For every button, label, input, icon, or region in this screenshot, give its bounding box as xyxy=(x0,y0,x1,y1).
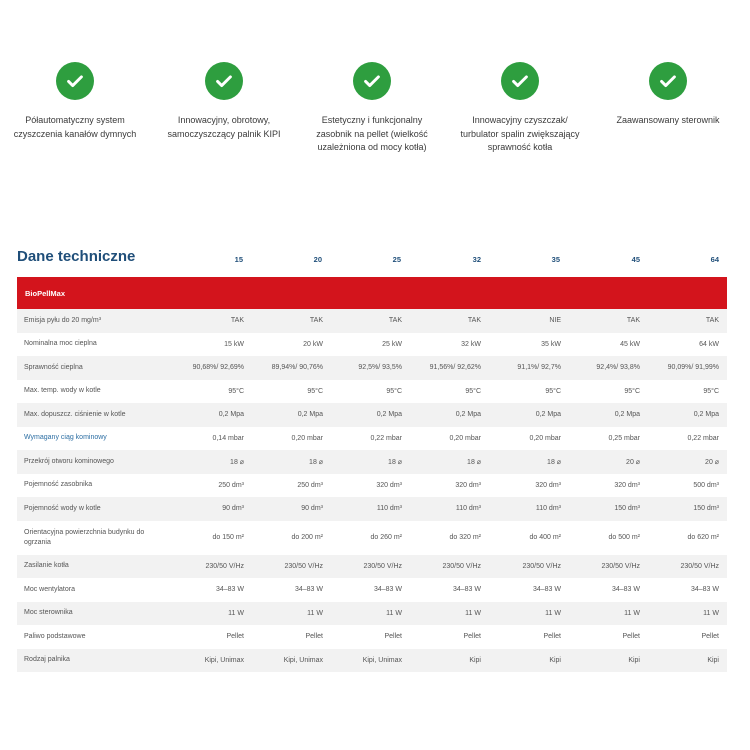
row-label: Moc wentylatora xyxy=(24,585,75,593)
row-label: Wymagany ciąg kominowy xyxy=(24,434,107,442)
table-cell: 34–83 W xyxy=(452,586,481,594)
table-cell: 18 ⌀ xyxy=(547,458,561,466)
table-cell: 0,22 mbar xyxy=(370,434,402,442)
row-label: Zasilanie kotła xyxy=(24,562,69,570)
table-row xyxy=(17,625,727,649)
table-cell: Pellet xyxy=(463,633,481,641)
feature-item xyxy=(302,62,442,155)
power-header: 32 xyxy=(472,255,481,264)
table-cell: 110 dm³ xyxy=(535,505,561,513)
table-cell: 11 W xyxy=(703,609,719,617)
table-cell: 11 W xyxy=(386,609,402,617)
table-cell: 250 dm³ xyxy=(297,481,323,489)
table-cell: Pellet xyxy=(384,633,402,641)
table-row xyxy=(17,497,727,521)
row-label: Rodzaj palnika xyxy=(24,656,70,664)
table-cell: 32 kW xyxy=(461,340,481,348)
table-cell: Pellet xyxy=(543,633,561,641)
check-circle-icon xyxy=(205,62,243,100)
table-cell: 320 dm³ xyxy=(535,481,561,489)
table-cell: 110 dm³ xyxy=(376,505,402,513)
table-row xyxy=(17,578,727,602)
table-cell: Kipi xyxy=(628,656,640,664)
table-cell: Pellet xyxy=(622,633,640,641)
table-row xyxy=(17,450,727,474)
table-cell: 20 ⌀ xyxy=(626,458,640,466)
table-cell: do 150 m² xyxy=(212,534,244,541)
table-cell: 90 dm³ xyxy=(301,505,323,513)
power-header: 35 xyxy=(551,255,560,264)
table-cell: 11 W xyxy=(624,609,640,617)
table-cell: 320 dm³ xyxy=(376,481,402,489)
feature-label: Innowacyjny, obrotowy, samoczyszczący palnik KIPI xyxy=(167,115,281,139)
table-cell: 110 dm³ xyxy=(455,505,481,513)
row-label: Pojemność zasobnika xyxy=(24,481,93,489)
check-circle-icon xyxy=(353,62,391,100)
table-cell: 230/50 V/Hz xyxy=(442,562,481,570)
table-cell: 11 W xyxy=(228,609,244,617)
table-cell: Pellet xyxy=(226,633,244,641)
table-cell: Kipi, Unimax xyxy=(283,656,323,664)
row-label: Max. dopuszcz. ciśnienie w kotle xyxy=(24,410,126,418)
table-cell: 11 W xyxy=(545,609,561,617)
power-header: 45 xyxy=(631,255,640,264)
table-cell: 95°C xyxy=(307,387,323,395)
table-cell: 18 ⌀ xyxy=(309,458,323,466)
feature-item xyxy=(450,62,590,155)
table-cell: 0,22 mbar xyxy=(687,434,719,442)
table-row xyxy=(17,521,727,555)
table-cell: 91,56%/ 92,62% xyxy=(429,364,481,372)
table-cell: Pellet xyxy=(305,633,323,641)
table-row xyxy=(17,602,727,626)
table-cell: TAK xyxy=(309,317,323,325)
table-cell: 320 dm³ xyxy=(455,481,481,489)
table-cell: 20 ⌀ xyxy=(705,458,719,466)
table-cell: 0,2 Mpa xyxy=(376,411,402,419)
table-cell: 0,20 mbar xyxy=(529,434,561,442)
table-cell: 18 ⌀ xyxy=(388,458,402,466)
table-cell: 230/50 V/Hz xyxy=(680,562,719,570)
power-header: 15 xyxy=(234,255,243,264)
table-cell: do 200 m² xyxy=(291,534,323,541)
table-cell: 0,14 mbar xyxy=(212,434,244,442)
row-label: Max. temp. wody w kotle xyxy=(24,387,101,395)
table-cell: Kipi, Unimax xyxy=(362,656,402,664)
table-cell: 0,2 Mpa xyxy=(614,411,640,419)
table-cell: TAK xyxy=(230,317,244,325)
table-cell: 95°C xyxy=(703,387,719,395)
spec-rows xyxy=(17,309,727,672)
table-cell: Kipi xyxy=(469,656,481,664)
table-cell: do 500 m² xyxy=(608,534,640,541)
table-row xyxy=(17,649,727,673)
table-cell: 34–83 W xyxy=(690,586,719,594)
feature-item xyxy=(598,62,738,128)
table-cell: 230/50 V/Hz xyxy=(601,562,640,570)
feature-label: Zaawansowany sterownik xyxy=(616,115,720,125)
table-cell: 95°C xyxy=(228,387,244,395)
table-cell: 92,5%/ 93,5% xyxy=(358,364,402,372)
table-cell: 150 dm³ xyxy=(614,505,640,513)
table-cell: 150 dm³ xyxy=(693,505,719,513)
table-cell: 230/50 V/Hz xyxy=(284,562,323,570)
table-cell: 0,2 Mpa xyxy=(693,411,719,419)
row-label: Paliwo podstawowe xyxy=(24,632,86,640)
table-row xyxy=(17,427,727,451)
table-cell: do 400 m² xyxy=(529,534,561,541)
table-cell: TAK xyxy=(705,317,719,325)
feature-item xyxy=(154,62,294,141)
power-header: 64 xyxy=(710,255,719,264)
brand-banner xyxy=(17,277,727,309)
table-cell: 92,4%/ 93,8% xyxy=(596,364,640,372)
features-section xyxy=(0,62,750,192)
table-cell: 34–83 W xyxy=(532,586,561,594)
table-cell: 250 dm³ xyxy=(218,481,244,489)
table-cell: Kipi xyxy=(707,656,719,664)
table-cell: do 620 m² xyxy=(687,534,719,541)
section-title: Dane techniczne xyxy=(17,248,136,265)
row-label: Orientacyjna powierzchnia budynku do ogrzania xyxy=(24,528,145,546)
check-circle-icon xyxy=(649,62,687,100)
table-row xyxy=(17,380,727,404)
table-row xyxy=(17,474,727,498)
table-cell: TAK xyxy=(388,317,402,325)
table-cell: 18 ⌀ xyxy=(467,458,481,466)
table-cell: 18 ⌀ xyxy=(230,458,244,466)
power-header: 20 xyxy=(313,255,322,264)
table-cell: 0,20 mbar xyxy=(291,434,323,442)
check-circle-icon xyxy=(56,62,94,100)
table-cell: 320 dm³ xyxy=(614,481,640,489)
table-cell: 90,68%/ 92,69% xyxy=(192,364,244,372)
table-cell: 25 kW xyxy=(382,340,402,348)
table-row xyxy=(17,403,727,427)
table-cell: 0,2 Mpa xyxy=(535,411,561,419)
table-cell: 0,2 Mpa xyxy=(297,411,323,419)
row-label: Sprawność cieplna xyxy=(24,363,83,371)
table-cell: 0,25 mbar xyxy=(608,434,640,442)
table-cell: 89,94%/ 90,76% xyxy=(271,364,323,372)
table-cell: 95°C xyxy=(545,387,561,395)
table-cell: do 320 m² xyxy=(449,534,481,541)
table-cell: 230/50 V/Hz xyxy=(205,562,244,570)
feature-label: Innowacyjny czyszczak/ turbulator spalin zwiększający sprawność kotła xyxy=(460,115,580,152)
table-cell: 230/50 V/Hz xyxy=(363,562,402,570)
table-cell: 34–83 W xyxy=(611,586,640,594)
feature-item xyxy=(5,62,145,141)
table-cell: Pellet xyxy=(701,633,719,641)
table-row xyxy=(17,333,727,357)
brand-label: BioPellMax xyxy=(25,288,66,298)
table-cell: 230/50 V/Hz xyxy=(522,562,561,570)
feature-label: Półautomatyczny system czyszczenia kanałów dymnych xyxy=(13,115,137,139)
row-label: Przekrój otworu kominowego xyxy=(24,457,114,465)
table-cell: 11 W xyxy=(465,609,481,617)
table-row xyxy=(17,356,727,380)
table-row xyxy=(17,555,727,579)
table-cell: 11 W xyxy=(307,609,323,617)
table-cell: 35 kW xyxy=(541,340,561,348)
table-cell: 34–83 W xyxy=(373,586,402,594)
table-cell: 95°C xyxy=(386,387,402,395)
check-circle-icon xyxy=(501,62,539,100)
table-cell: NIE xyxy=(549,317,561,325)
row-label: Moc sterownika xyxy=(24,609,73,617)
table-cell: 34–83 W xyxy=(294,586,323,594)
table-cell: 0,2 Mpa xyxy=(218,411,244,419)
table-cell: 0,20 mbar xyxy=(449,434,481,442)
table-cell: 20 kW xyxy=(303,340,323,348)
table-cell: Kipi xyxy=(549,656,561,664)
table-cell: 34–83 W xyxy=(215,586,244,594)
table-cell: TAK xyxy=(467,317,481,325)
table-cell: 90,09%/ 91,99% xyxy=(667,364,719,372)
table-cell: 90 dm³ xyxy=(222,505,244,513)
table-cell: 15 kW xyxy=(224,340,244,348)
table-cell: 64 kW xyxy=(699,340,719,348)
table-cell: 95°C xyxy=(624,387,640,395)
row-label: Pojemność wody w kotle xyxy=(24,504,101,512)
table-cell: 0,2 Mpa xyxy=(455,411,481,419)
table-cell: Kipi, Unimax xyxy=(204,656,244,664)
table-cell: 500 dm³ xyxy=(693,481,719,489)
table-row xyxy=(17,309,727,333)
table-cell: 95°C xyxy=(465,387,481,395)
power-header: 25 xyxy=(392,255,401,264)
feature-label: Estetyczny i funkcjonalny zasobnik na pellet (wielkość uzależniona od mocy kotła) xyxy=(316,115,428,152)
table-cell: TAK xyxy=(626,317,640,325)
table-cell: 91,1%/ 92,7% xyxy=(517,364,561,372)
spec-table xyxy=(17,277,727,672)
row-label: Nominalna moc cieplna xyxy=(24,340,97,348)
table-cell: 45 kW xyxy=(620,340,640,348)
table-cell: do 260 m² xyxy=(370,534,402,541)
row-label: Emisja pyłu do 20 mg/m³ xyxy=(24,316,102,324)
